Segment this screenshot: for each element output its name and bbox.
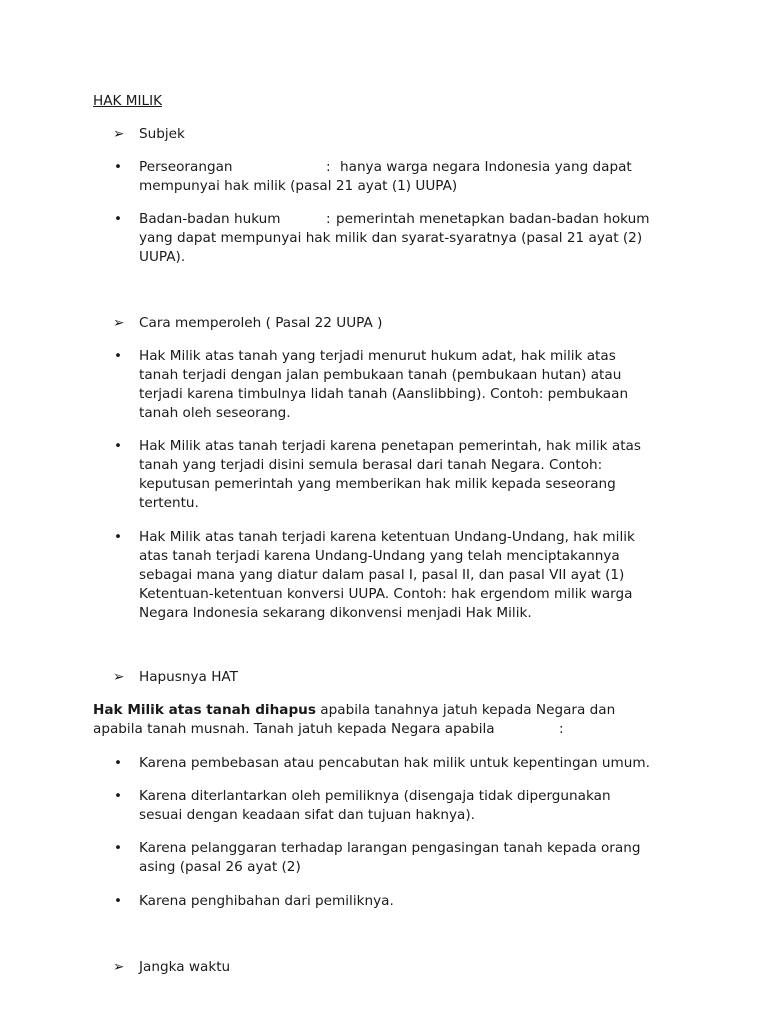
round-bullet-icon: • xyxy=(114,840,123,856)
paragraph-text: apabila tanahnya jatuh kepada Negara dan xyxy=(315,702,616,718)
item-separator: : xyxy=(326,159,331,175)
item-text: Negara Indonesia sekarang dikonvensi menjadi Hak Milik. xyxy=(139,605,532,621)
paragraph-text: apabila tanah musnah. Tanah jatuh kepada Negara apabila xyxy=(93,721,495,737)
round-bullet-icon: • xyxy=(114,529,123,545)
list-item xyxy=(114,528,699,623)
section-heading-text: Cara memperoleh ( Pasal 22 UUPA ) xyxy=(139,315,383,331)
item-text: keputusan pemerintah yang memberikan hak milik kepada seseorang xyxy=(139,476,616,492)
section-heading-text: Jangka waktu xyxy=(139,959,231,975)
section-heading-jangka-waktu xyxy=(113,958,230,977)
item-text: tanah oleh seseorang. xyxy=(139,405,291,421)
item-text: tertentu. xyxy=(139,495,199,511)
round-bullet-icon: • xyxy=(114,755,123,771)
item-text: Karena penghibahan dari pemiliknya. xyxy=(139,893,394,909)
list-item xyxy=(114,754,699,773)
list-item xyxy=(114,787,699,825)
list-item xyxy=(114,210,699,267)
round-bullet-icon: • xyxy=(114,348,123,364)
item-text: mempunyai hak milik (pasal 21 ayat (1) UUPA) xyxy=(139,178,458,194)
item-text: Karena pelanggaran terhadap larangan pengasingan tanah kepada orang xyxy=(139,840,641,856)
list-item xyxy=(114,437,699,513)
document-title: HAK MILIK xyxy=(93,93,162,109)
item-text: sebagai mana yang diatur dalam pasal I, pasal II, dan pasal VII ayat (1) xyxy=(139,567,625,583)
item-separator: : xyxy=(326,211,331,227)
list-item xyxy=(114,839,699,877)
arrow-bullet-icon: ➢ xyxy=(113,669,125,685)
paragraph xyxy=(93,701,653,739)
round-bullet-icon: • xyxy=(114,893,123,909)
item-text: Karena pembebasan atau pencabutan hak milik untuk kepentingan umum. xyxy=(139,755,650,771)
item-label: Badan-badan hukum xyxy=(139,211,281,227)
item-label: Perseorangan xyxy=(139,159,233,175)
item-text: tanah terjadi dengan jalan pembukaan tanah (pembukaan hutan) atau xyxy=(139,367,622,383)
item-text: asing (pasal 26 ayat (2) xyxy=(139,859,301,875)
list-item xyxy=(114,158,699,196)
arrow-bullet-icon: ➢ xyxy=(113,126,125,142)
item-text: Hak Milik atas tanah terjadi karena ketentuan Undang-Undang, hak milik xyxy=(139,529,635,545)
paragraph-bold-text: Hak Milik atas tanah dihapus xyxy=(93,702,316,718)
item-text: pemerintah menetapkan badan-badan hokum xyxy=(336,211,650,227)
item-text: tanah yang terjadi disini semula berasal dari tanah Negara. Contoh: xyxy=(139,457,603,473)
list-item xyxy=(114,347,699,423)
arrow-bullet-icon: ➢ xyxy=(113,959,125,975)
section-heading-subjek xyxy=(113,125,185,144)
item-text: Karena diterlantarkan oleh pemiliknya (disengaja tidak dipergunakan xyxy=(139,788,611,804)
paragraph-colon: : xyxy=(559,721,564,737)
arrow-bullet-icon: ➢ xyxy=(113,315,125,331)
round-bullet-icon: • xyxy=(114,438,123,454)
item-text: Ketentuan-ketentuan konversi UUPA. Contoh: hak ergendom milik warga xyxy=(139,586,633,602)
item-text: atas tanah terjadi karena Undang-Undang yang telah menciptakannya xyxy=(139,548,620,564)
item-text: Hak Milik atas tanah terjadi karena penetapan pemerintah, hak milik atas xyxy=(139,438,641,454)
item-text: hanya warga negara Indonesia yang dapat xyxy=(340,159,632,175)
item-text: sesuai dengan keadaan sifat dan tujuan haknya). xyxy=(139,807,475,823)
section-heading-cara-memperoleh xyxy=(113,314,382,333)
item-text: yang dapat mempunyai hak milik dan syarat-syaratnya (pasal 21 ayat (2) xyxy=(139,230,643,246)
round-bullet-icon: • xyxy=(114,211,123,227)
item-text: Hak Milik atas tanah yang terjadi menurut hukum adat, hak milik atas xyxy=(139,348,616,364)
section-heading-hapusnya-hat xyxy=(113,668,238,687)
item-text: terjadi karena timbulnya lidah tanah (Aanslibbing). Contoh: pembukaan xyxy=(139,386,629,402)
round-bullet-icon: • xyxy=(114,788,123,804)
list-item xyxy=(114,892,699,911)
section-heading-text: Subjek xyxy=(139,126,185,142)
round-bullet-icon: • xyxy=(114,159,123,175)
item-text: UUPA). xyxy=(139,249,186,265)
section-heading-text: Hapusnya HAT xyxy=(139,669,238,685)
